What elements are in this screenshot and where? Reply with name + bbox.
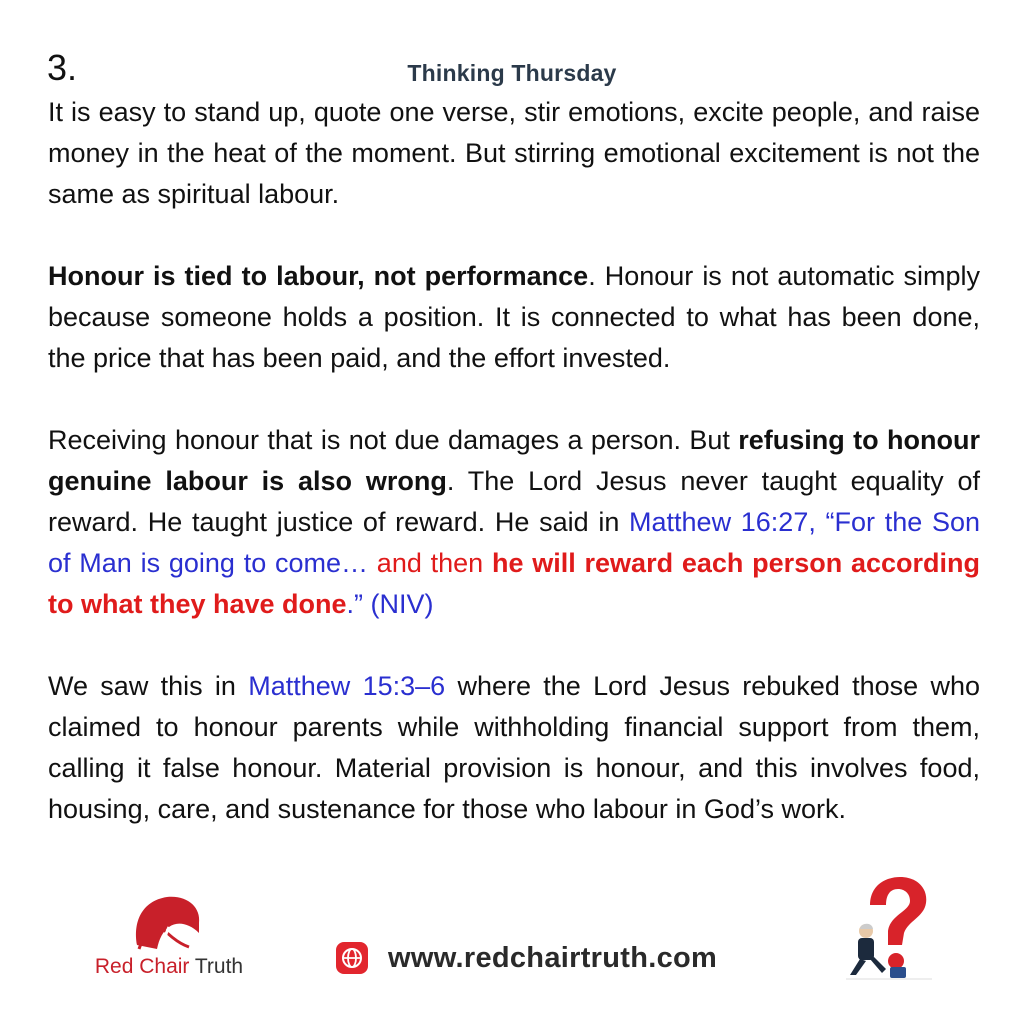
brand-name-rest: Truth — [189, 955, 244, 978]
paragraph-4-text-a: We saw this in — [48, 671, 249, 701]
paragraph-2-text: . Honour is not automatic simply because someone holds a position. It is connected to what has been done, the price that has been paid, and the effort invested. — [48, 261, 980, 373]
paragraph-2 — [48, 256, 980, 379]
paragraph-3-bold: refusing to honour genuine labour is also wrong — [48, 425, 980, 496]
paragraph-4 — [48, 666, 980, 830]
paragraph-3-text-a: Receiving honour that is not due damages a person. But — [48, 425, 739, 455]
website-link[interactable] — [336, 938, 717, 978]
brand-name-red: Red Chair — [94, 955, 190, 978]
paragraph-4-text-b: where the Lord Jesus rebuked those who claimed to honour parents while withholding financial support from them, calling it false honour. Material provision is honour, and this involves food, housing, care, and sustenance for those who labour in God’s work. — [48, 671, 980, 824]
red-chair-logo-icon — [129, 893, 205, 951]
globe-icon — [336, 942, 368, 974]
paragraph-1 — [48, 92, 980, 215]
paragraph-3-text-b: . The Lord Jesus never taught equality of reward. He taught justice of reward. He said in — [48, 466, 980, 537]
question-mark-thinker-icon — [846, 875, 932, 983]
brand-logo — [74, 893, 264, 983]
website-url[interactable]: www.redchairtruth.com — [388, 941, 718, 974]
scripture-red-bold: he will reward each person according to what they have done — [48, 548, 980, 619]
paragraph-1-text: It is easy to stand up, quote one verse, stir emotions, excite people, and raise money in the heat of the moment. But stirring emotional excitement is not the same as spiritual labour. — [48, 97, 980, 209]
scripture-reference: Matthew 16:27, “For the Son of Man is going to come… — [48, 507, 980, 578]
page-number: 3. — [47, 47, 78, 88]
scripture-version: .” (NIV) — [346, 589, 434, 619]
article-body — [48, 92, 980, 871]
page-title: Thinking Thursday — [407, 60, 617, 86]
scripture-reference-2: Matthew 15:3–6 — [248, 671, 446, 701]
brand-name — [74, 955, 264, 979]
paragraph-3 — [48, 420, 980, 625]
paragraph-2-bold: Honour is tied to labour, not performance — [48, 261, 589, 291]
scripture-red-text: and then — [368, 548, 492, 578]
